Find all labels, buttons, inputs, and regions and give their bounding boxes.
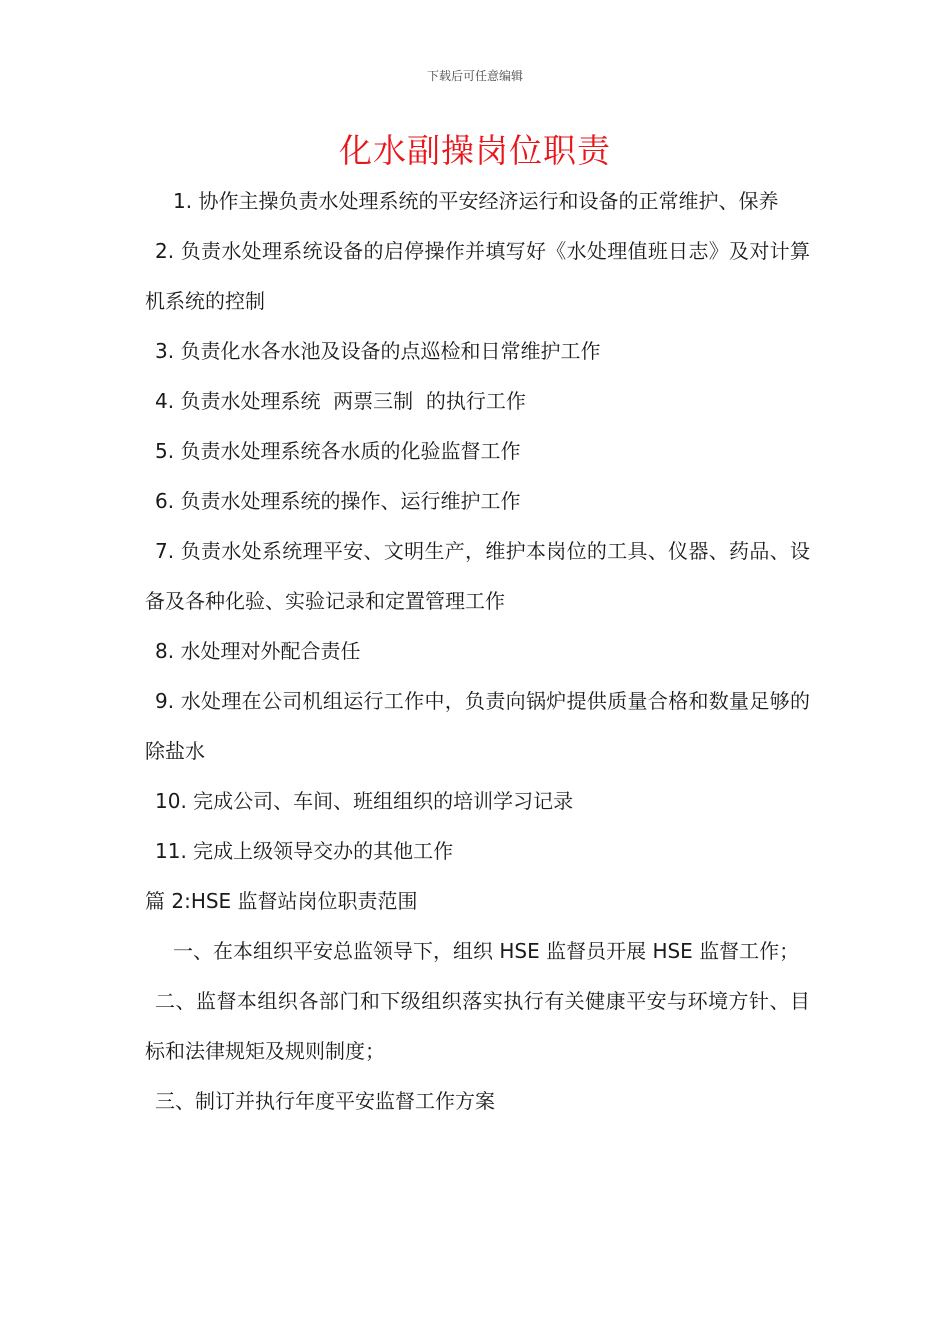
paragraph-6: 6. 负责水处理系统的操作、运行维护工作 [155,489,521,513]
paragraph-9: 9. 水处理在公司机组运行工作中，负责向锅炉提供质量合格和数量足够的除盐水 [145,689,810,763]
paragraph-3: 3. 负责化水各水池及设备的点巡检和日常维护工作 [155,339,601,363]
paragraph-section-2: 二、监督本组织各部门和下级组织落实执行有关健康平安与环境方针、目标和法律规矩及规则制度； [145,989,810,1063]
paragraph-2: 2. 负责水处理系统设备的启停操作并填写好《水处理值班日志》及对计算机系统的控制 [145,239,810,313]
paragraph-5: 5. 负责水处理系统各水质的化验监督工作 [155,439,521,463]
paragraph-section-1: 一、在本组织平安总监领导下，组织 HSE 监督员开展 HSE 监督工作； [173,939,800,963]
paragraph-1: 1. 协作主操负责水处理系统的平安经济运行和设备的正常维护、保养 [173,189,779,213]
paragraph-section-3: 三、制订并执行年度平安监督工作方案 [155,1089,495,1113]
document-title: 化水副操岗位职责 [339,131,611,170]
paragraph-11: 11. 完成上级领导交办的其他工作 [155,839,454,863]
paragraph-10: 10. 完成公司、车间、班组组织的培训学习记录 [155,789,574,813]
header-note: 下载后可任意编辑 [426,69,523,83]
document-body [145,176,810,1126]
paragraph-7: 7. 负责水处系统理平安、文明生产，维护本岗位的工具、仪器、药品、设备及各种化验、实验记录和定置管理工作 [145,539,810,613]
paragraph-4: 4. 负责水处理系统 两票三制 的执行工作 [155,389,526,413]
paragraph-8: 8. 水处理对外配合责任 [155,639,361,663]
section-heading: 篇 2:HSE 监督站岗位职责范围 [145,889,418,913]
